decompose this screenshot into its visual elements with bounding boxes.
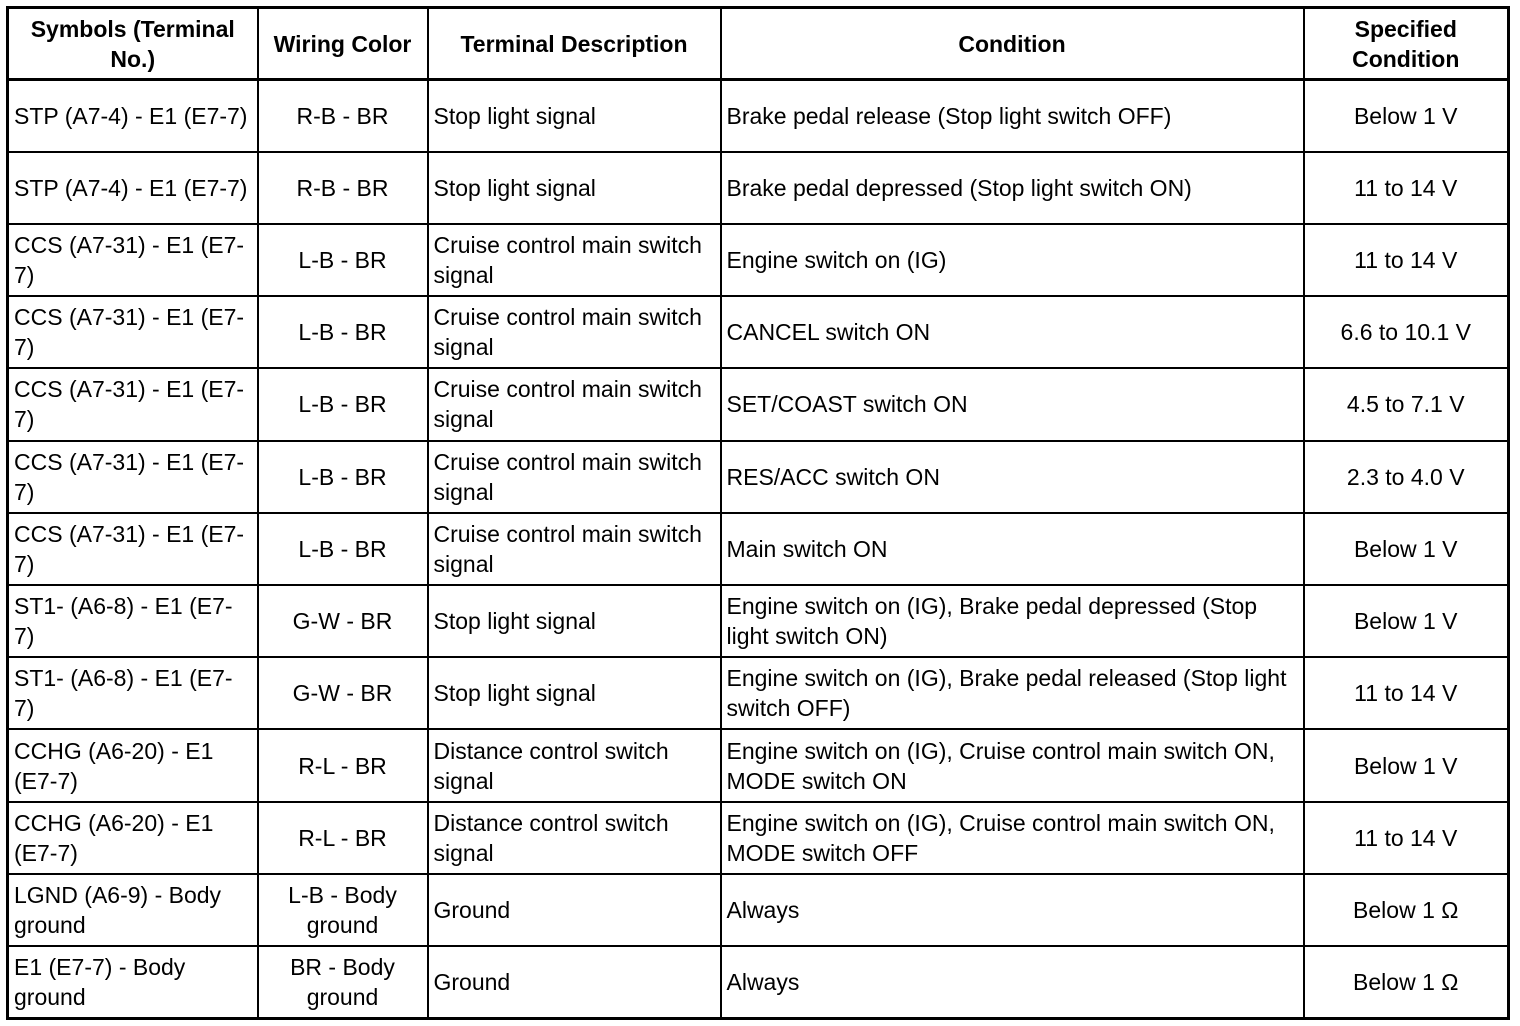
- table-row: [8, 224, 1509, 296]
- cell-specified-condition: 11 to 14 V: [1304, 224, 1509, 296]
- header-wiring-color: Wiring Color: [258, 8, 428, 80]
- header-condition: Condition: [721, 8, 1304, 80]
- table-row: [8, 152, 1509, 224]
- cell-condition: Always: [721, 874, 1304, 946]
- header-row: [8, 8, 1509, 80]
- cell-specified-condition: Below 1 Ω: [1304, 946, 1509, 1018]
- cell-description: Stop light signal: [428, 152, 721, 224]
- cell-symbol: STP (A7-4) - E1 (E7-7): [8, 152, 258, 224]
- table-row: [8, 441, 1509, 513]
- cell-wiring-color: R-B - BR: [258, 152, 428, 224]
- table-row: [8, 80, 1509, 152]
- cell-wiring-color: R-B - BR: [258, 80, 428, 152]
- table-row: [8, 585, 1509, 657]
- cell-specified-condition: Below 1 V: [1304, 513, 1509, 585]
- cell-wiring-color: L-B - BR: [258, 296, 428, 368]
- table-row: [8, 946, 1509, 1018]
- cell-description: Cruise control main switch signal: [428, 224, 721, 296]
- cell-wiring-color: G-W - BR: [258, 585, 428, 657]
- cell-description: Stop light signal: [428, 585, 721, 657]
- cell-symbol: ST1- (A6-8) - E1 (E7-7): [8, 585, 258, 657]
- cell-description: Cruise control main switch signal: [428, 441, 721, 513]
- cell-condition: Brake pedal depressed (Stop light switch ON): [721, 152, 1304, 224]
- cell-condition: Engine switch on (IG), Brake pedal depressed (Stop light switch ON): [721, 585, 1304, 657]
- cell-condition: Engine switch on (IG), Brake pedal released (Stop light switch OFF): [721, 657, 1304, 729]
- table-row: [8, 657, 1509, 729]
- cell-symbol: E1 (E7-7) - Body ground: [8, 946, 258, 1018]
- cell-condition: SET/COAST switch ON: [721, 368, 1304, 440]
- cell-condition: Main switch ON: [721, 513, 1304, 585]
- cell-wiring-color: R-L - BR: [258, 729, 428, 801]
- cell-symbol: ST1- (A6-8) - E1 (E7-7): [8, 657, 258, 729]
- cell-specified-condition: Below 1 V: [1304, 585, 1509, 657]
- cell-wiring-color: L-B - BR: [258, 513, 428, 585]
- header-symbols: Symbols (Terminal No.): [8, 8, 258, 80]
- cell-wiring-color: L-B - Body ground: [258, 874, 428, 946]
- cell-wiring-color: BR - Body ground: [258, 946, 428, 1018]
- header-specified-condition: Specified Condition: [1304, 8, 1509, 80]
- table-row: [8, 874, 1509, 946]
- cell-wiring-color: G-W - BR: [258, 657, 428, 729]
- cell-symbol: CCHG (A6-20) - E1 (E7-7): [8, 729, 258, 801]
- cell-wiring-color: R-L - BR: [258, 802, 428, 874]
- cell-symbol: STP (A7-4) - E1 (E7-7): [8, 80, 258, 152]
- cell-condition: RES/ACC switch ON: [721, 441, 1304, 513]
- cell-condition: Engine switch on (IG), Cruise control main switch ON, MODE switch ON: [721, 729, 1304, 801]
- table-row: [8, 802, 1509, 874]
- cell-specified-condition: 11 to 14 V: [1304, 152, 1509, 224]
- cell-specified-condition: Below 1 V: [1304, 729, 1509, 801]
- cell-description: Cruise control main switch signal: [428, 296, 721, 368]
- cell-specified-condition: Below 1 Ω: [1304, 874, 1509, 946]
- cell-description: Cruise control main switch signal: [428, 513, 721, 585]
- cell-condition: Always: [721, 946, 1304, 1018]
- header-terminal-description: Terminal Description: [428, 8, 721, 80]
- cell-condition: CANCEL switch ON: [721, 296, 1304, 368]
- cell-description: Stop light signal: [428, 657, 721, 729]
- cell-wiring-color: L-B - BR: [258, 224, 428, 296]
- table-row: [8, 296, 1509, 368]
- cell-condition: Brake pedal release (Stop light switch OFF): [721, 80, 1304, 152]
- cell-symbol: CCS (A7-31) - E1 (E7-7): [8, 224, 258, 296]
- cell-specified-condition: 6.6 to 10.1 V: [1304, 296, 1509, 368]
- cell-symbol: CCS (A7-31) - E1 (E7-7): [8, 513, 258, 585]
- cell-symbol: CCHG (A6-20) - E1 (E7-7): [8, 802, 258, 874]
- terminal-table: [6, 6, 1510, 1020]
- cell-specified-condition: 11 to 14 V: [1304, 657, 1509, 729]
- cell-specified-condition: 11 to 14 V: [1304, 802, 1509, 874]
- cell-wiring-color: L-B - BR: [258, 441, 428, 513]
- cell-description: Cruise control main switch signal: [428, 368, 721, 440]
- cell-condition: Engine switch on (IG), Cruise control main switch ON, MODE switch OFF: [721, 802, 1304, 874]
- cell-symbol: CCS (A7-31) - E1 (E7-7): [8, 296, 258, 368]
- cell-specified-condition: 4.5 to 7.1 V: [1304, 368, 1509, 440]
- cell-symbol: CCS (A7-31) - E1 (E7-7): [8, 368, 258, 440]
- cell-specified-condition: Below 1 V: [1304, 80, 1509, 152]
- cell-description: Ground: [428, 946, 721, 1018]
- cell-description: Stop light signal: [428, 80, 721, 152]
- cell-description: Distance control switch signal: [428, 802, 721, 874]
- table-row: [8, 729, 1509, 801]
- table-row: [8, 513, 1509, 585]
- cell-description: Ground: [428, 874, 721, 946]
- cell-symbol: LGND (A6-9) - Body ground: [8, 874, 258, 946]
- cell-description: Distance control switch signal: [428, 729, 721, 801]
- cell-condition: Engine switch on (IG): [721, 224, 1304, 296]
- cell-specified-condition: 2.3 to 4.0 V: [1304, 441, 1509, 513]
- table-row: [8, 368, 1509, 440]
- cell-wiring-color: L-B - BR: [258, 368, 428, 440]
- cell-symbol: CCS (A7-31) - E1 (E7-7): [8, 441, 258, 513]
